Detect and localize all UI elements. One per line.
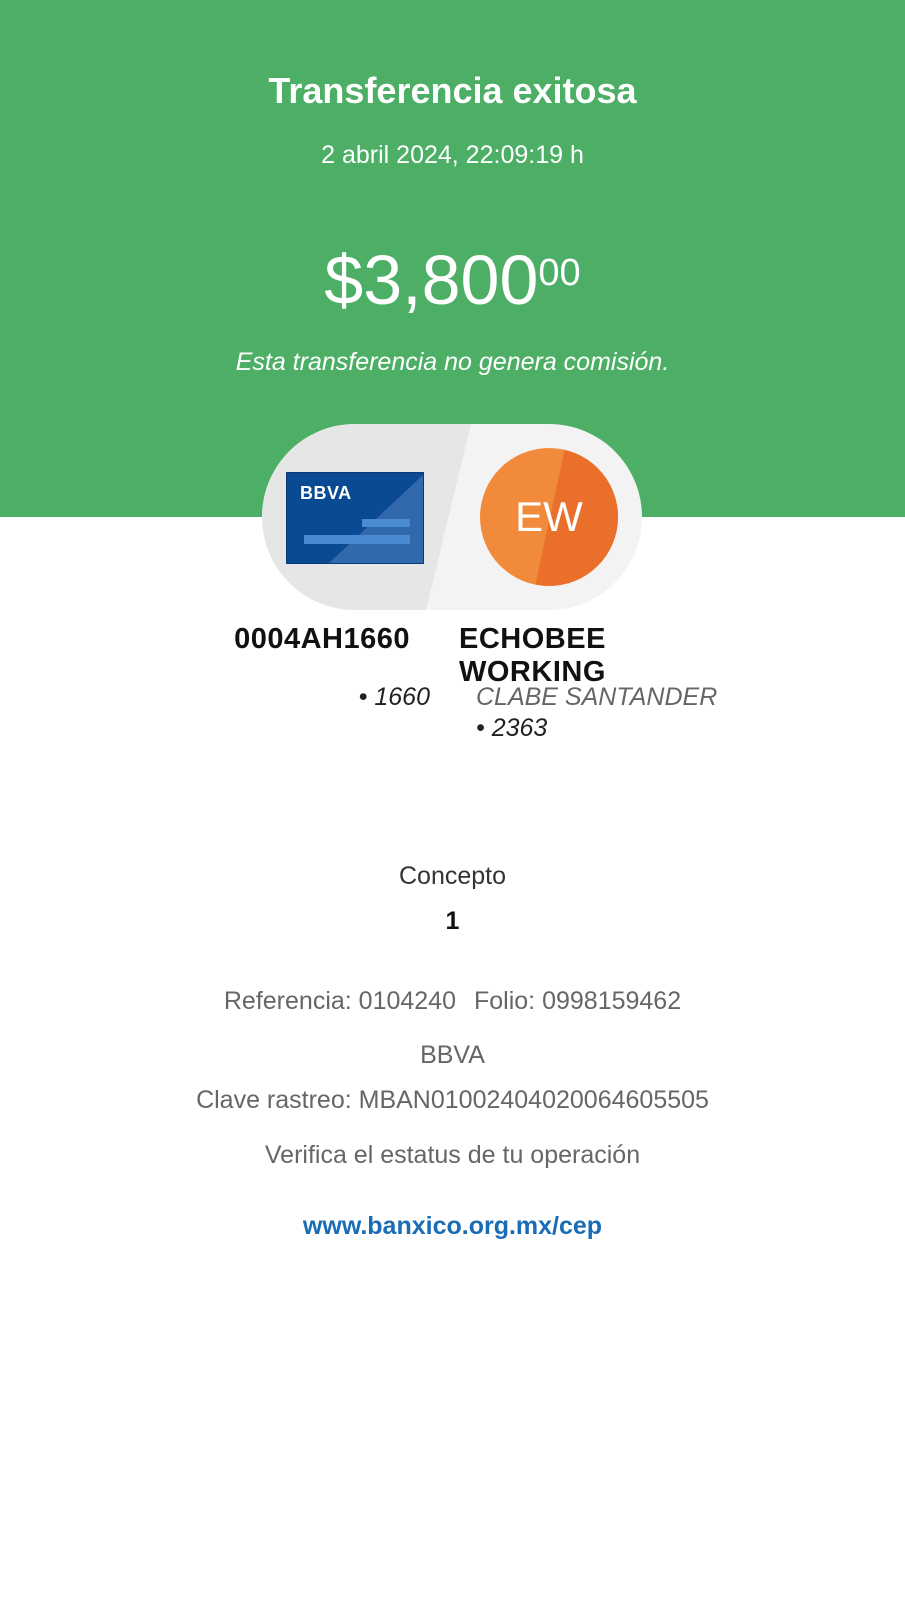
card-stripe [362, 519, 410, 527]
concept-label: Concepto [398, 862, 507, 890]
recipient-bank: CLABE SANTANDER [476, 683, 718, 711]
origin-account-number: • 1660 [358, 683, 430, 711]
reference-text: Referencia: 0104240 [223, 987, 456, 1015]
transfer-datetime: 2 abril 2024, 22:09:19 h [321, 141, 584, 169]
transfer-amount [0, 240, 905, 320]
card-logo: BBVA [300, 483, 352, 503]
reference-folio-line [0, 987, 905, 1016]
concept-value: 1 [445, 907, 460, 935]
recipient-account-number: • 2363 [476, 714, 548, 742]
commission-note: Esta transferencia no genera comisión. [235, 348, 670, 376]
amount-cents: 00 [538, 252, 581, 294]
amount-main: $3,800 [324, 241, 539, 319]
banxico-cep-link[interactable]: www.banxico.org.mx/cep [302, 1212, 603, 1240]
recipient-name: ECHOBEE WORKING [459, 623, 606, 688]
issuing-bank: BBVA [420, 1041, 485, 1069]
recipient-avatar [480, 448, 618, 586]
bbva-card-icon [286, 472, 424, 564]
page-title: Transferencia exitosa [268, 70, 637, 111]
tracking-key: Clave rastreo: MBAN01002404020064605505 [196, 1086, 709, 1114]
card-stripe [304, 535, 410, 544]
origin-account-name: 0004AH1660 [234, 623, 410, 655]
folio-text: Folio: 0998159462 [474, 987, 682, 1015]
verify-status-text: Verifica el estatus de tu operación [264, 1141, 641, 1169]
avatar-initials: EW [515, 493, 583, 540]
